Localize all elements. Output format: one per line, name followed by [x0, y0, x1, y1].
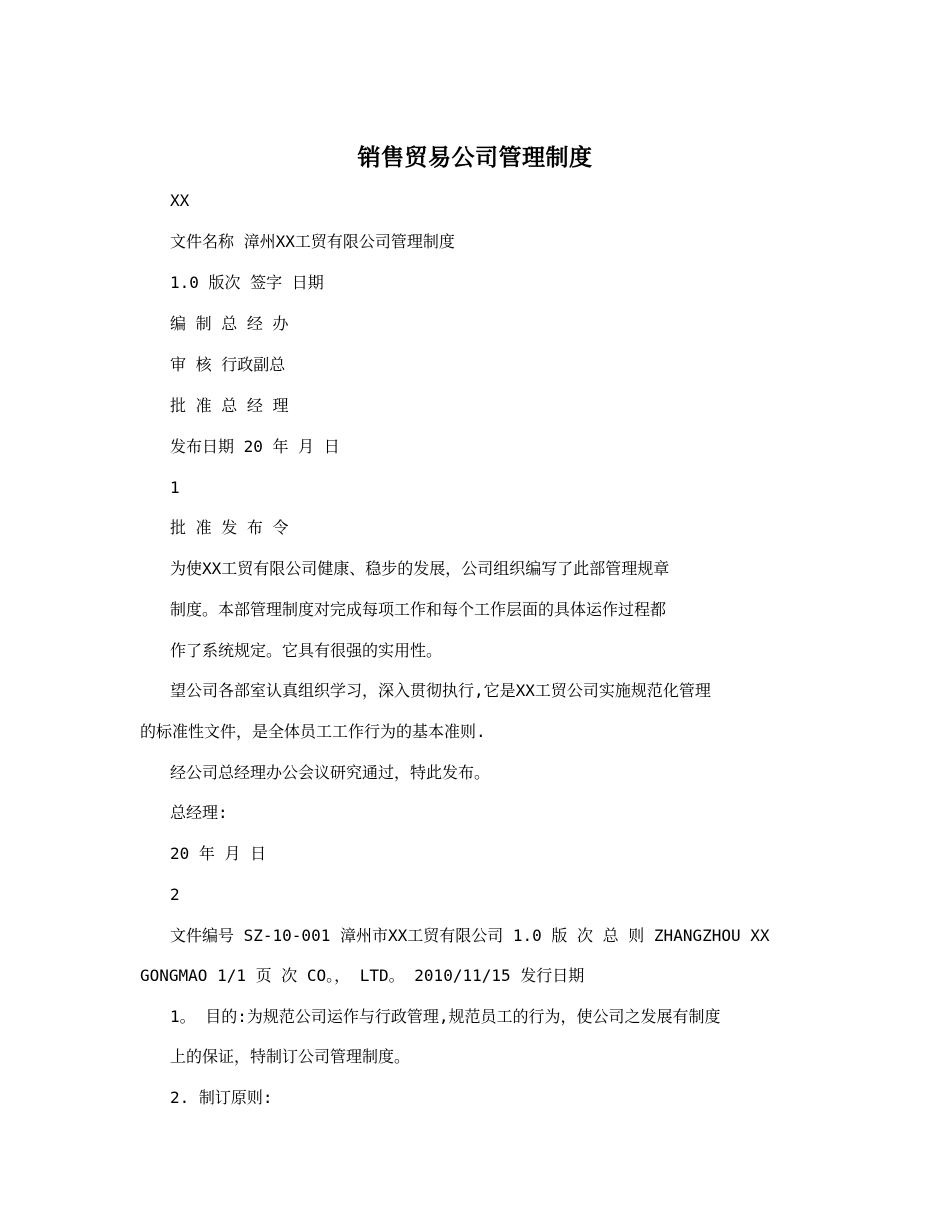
text-line: 审 核 行政副总 [170, 355, 286, 374]
date-line: 20 年 月 日 [170, 844, 267, 863]
text-line: 编 制 总 经 办 [170, 314, 289, 333]
paragraph-line: 作了系统规定。它具有很强的实用性。 [170, 641, 443, 660]
text-line: 批 准 总 经 理 [170, 396, 289, 415]
section-heading: 2. 制订原则: [170, 1088, 273, 1107]
text-line: 批 准 发 布 令 [170, 518, 289, 537]
paragraph-line: 文件编号 SZ-10-001 漳州市XX工贸有限公司 1.0 版 次 总 则 ZHANGZHOU XX [170, 926, 770, 945]
paragraph-line: 制度。本部管理制度对完成每项工作和每个工作层面的具体运作过程都 [170, 600, 667, 619]
paragraph-line: 为使XX工贸有限公司健康、稳步的发展，公司组织编写了此部管理规章 [170, 559, 670, 578]
paragraph-line: 的标准性文件，是全体员工工作行为的基本准则. [140, 722, 486, 741]
text-line: 发布日期 20 年 月 日 [170, 437, 340, 456]
document-title: 销售贸易公司管理制度 [357, 144, 593, 171]
text-line: 文件名称 漳州XX工贸有限公司管理制度 [170, 232, 455, 251]
paragraph-line: 1。 目的:为规范公司运作与行政管理,规范员工的行为，使公司之发展有制度 [170, 1007, 721, 1026]
signature-label: 总经理: [170, 803, 228, 822]
page-number: 2 [170, 885, 180, 904]
paragraph-line: 上的保证，特制订公司管理制度。 [170, 1047, 411, 1066]
page-number: 1 [170, 478, 180, 497]
paragraph-line: 经公司总经理办公会议研究通过，特此发布。 [170, 763, 491, 782]
text-line: XX [170, 191, 190, 210]
paragraph-line: GONGMAO 1/1 页 次 CO。， LTD。 2010/11/15 发行日期 [140, 966, 585, 985]
paragraph-line: 望公司各部室认真组织学习，深入贯彻执行,它是XX工贸公司实施规范化管理 [170, 681, 711, 700]
text-line: 1.0 版次 签字 日期 [170, 273, 324, 292]
